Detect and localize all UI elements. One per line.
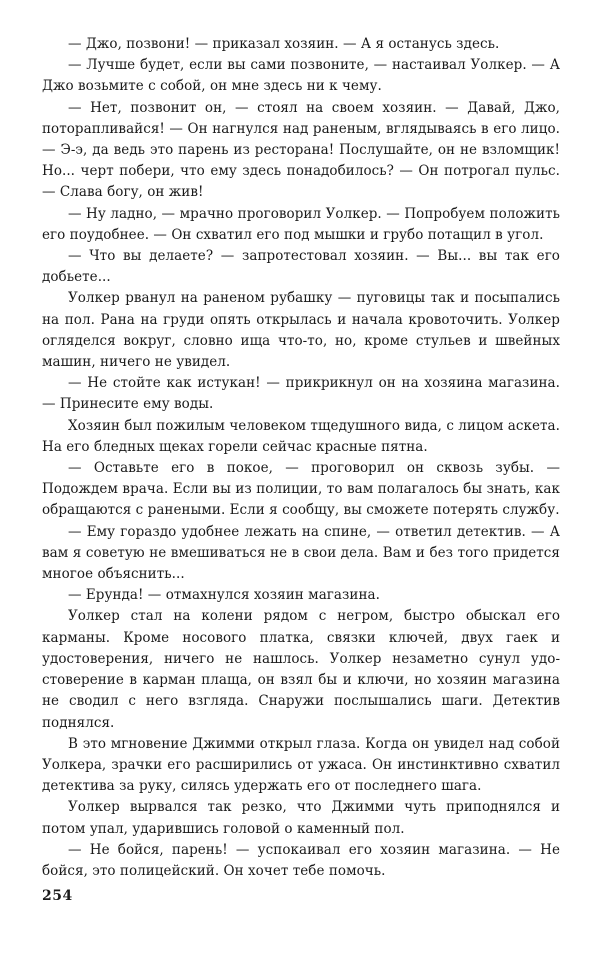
paragraph-6: Уолкер рванул на раненом рубашку — пуговицы так и посыпались на пол. Рана на груди опять открылась и начала кровоточить. Уолкер огляделся вокруг, словно ища что-то, но, кроме стульев и швейных машин, ничего не увидел. (42, 290, 560, 371)
paragraph-9: — Оставьте его в покое, — проговорил он сквозь зубы. — Подождем врача. Если вы из полиции, то вам полагалось бы знать, как обращаются с ранеными. Если я сообщу, вы сможете потерять службу. (42, 460, 560, 519)
paragraph-15: — Не бойся, парень! — успокаивал его хозяин магазина. — Не бойся, это полицейский. Он хочет тебе помочь. (42, 841, 560, 879)
paragraph-8: Хозяин был пожилым человеком тщедушного вида, с лицом аскета. На его бледных щеках горели сейчас красные пятна. (42, 417, 560, 455)
paragraph-7: — Не стойте как истукан! — прикрикнул он на хозяина магазина. — Принесите ему воды. (42, 375, 560, 413)
paragraph-10: — Ему гораздо удобнее лежать на спине, — ответил детектив. — А вам я советую не вмешиваться не в свои дела. Вам и без того придется многое объяснить... (42, 523, 560, 583)
paragraph-11: — Ерунда! — отмахнулся хозяин магазина. (68, 587, 380, 604)
paragraph-13: В это мгновение Джимми открыл глаза. Когда он увидел над собой Уолкера, зрачки его расширились от ужаса. Он инстинктивно схватил детектива за руку, силясь удержать его от последнего шага. (42, 735, 560, 795)
paragraph-2: — Лучше будет, если вы сами позвоните, — настаивал Уолкер. — А Джо возьмите с собой, он мне здесь ни к чему. (42, 57, 560, 95)
paragraph-14: Уолкер вырвался так резко, что Джимми чуть приподнялся и потом упал, ударившись головой о каменный пол. (42, 799, 560, 837)
paragraph-12: Уолкер стал на колени рядом с негром, быстро обыскал его карманы. Кроме носового платка, связки ключей, двух гаек и удостоверения, ничего не нашлось. Уолкер незаметно сунул удостоверение в карман плаща, он взял бы и ключи, но хозяин магазина не сводил с него взгляда. Снаружи послышались шаги. Детектив поднялся. (42, 608, 560, 731)
page-number: 254 (42, 888, 73, 904)
paragraph-4: — Ну ладно, — мрачно проговорил Уолкер. — Попробуем положить его поудобнее. — Он схватил его под мышки и грубо потащил в угол. (42, 205, 560, 243)
paragraph-5: — Что вы делаете? — запротестовал хозяин. — Вы... вы так его добьете... (42, 248, 560, 286)
paragraph-1: — Джо, позвони! — приказал хозяин. — А я останусь здесь. (68, 36, 500, 52)
page-body (42, 34, 560, 882)
paragraph-3: — Нет, позвонит он, — стоял на своем хозяин. — Давай, Джо, поторапливайся! — Он нагнулся над раненым, вглядываясь в его лицо. — Э-э, да ведь это парень из ресторана! Послушайте, он не взломщик! Но... черт побери, что ему здесь понадобилось? — Он потрогал пульс. — Слава богу, он жив! (42, 99, 560, 201)
